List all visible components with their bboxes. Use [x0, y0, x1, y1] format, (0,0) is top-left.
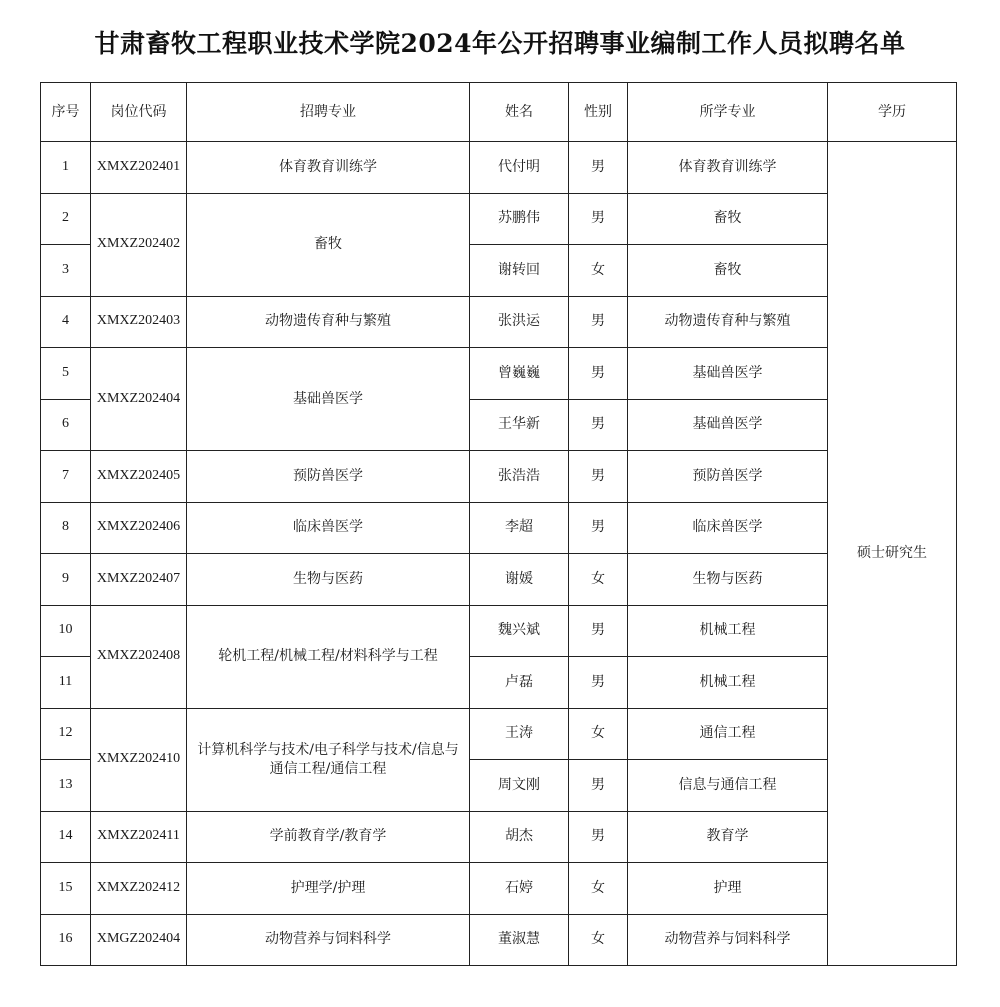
table-row [41, 708, 957, 760]
person-name: 周文刚 [470, 760, 569, 812]
position-code: XMXZ202405 [91, 451, 187, 503]
studied-major: 预防兽医学 [628, 451, 828, 503]
person-gender: 男 [569, 657, 628, 709]
position-code: XMXZ202404 [91, 348, 187, 451]
recruit-major: 轮机工程/机械工程/材料科学与工程 [187, 605, 470, 708]
recruit-major: 临床兽医学 [187, 502, 470, 554]
person-name: 张洪运 [470, 296, 569, 348]
recruit-major: 动物营养与饲料科学 [187, 914, 470, 966]
row-seq: 11 [41, 657, 91, 709]
table-row [41, 502, 957, 554]
row-seq: 7 [41, 451, 91, 503]
position-code: XMXZ202401 [91, 142, 187, 194]
header-gender: 性别 [569, 83, 628, 142]
person-name: 胡杰 [470, 811, 569, 863]
position-code: XMXZ202408 [91, 605, 187, 708]
studied-major: 信息与通信工程 [628, 760, 828, 812]
person-gender: 男 [569, 193, 628, 245]
person-name: 谢转回 [470, 245, 569, 297]
studied-major: 机械工程 [628, 605, 828, 657]
studied-major: 畜牧 [628, 245, 828, 297]
position-code: XMXZ202402 [91, 193, 187, 296]
position-code: XMXZ202410 [91, 708, 187, 811]
table-row [41, 554, 957, 606]
position-code: XMXZ202411 [91, 811, 187, 863]
studied-major: 教育学 [628, 811, 828, 863]
roster-body [41, 142, 957, 966]
row-seq: 13 [41, 760, 91, 812]
position-code: XMXZ202412 [91, 863, 187, 915]
studied-major: 机械工程 [628, 657, 828, 709]
page-title: 甘肃畜牧工程职业技术学院2024年公开招聘事业编制工作人员拟聘名单 [94, 29, 906, 58]
header-position-code: 岗位代码 [91, 83, 187, 142]
studied-major: 通信工程 [628, 708, 828, 760]
person-gender: 男 [569, 451, 628, 503]
position-code: XMXZ202403 [91, 296, 187, 348]
recruit-major: 护理学/护理 [187, 863, 470, 915]
person-gender: 女 [569, 245, 628, 297]
person-gender: 女 [569, 863, 628, 915]
person-gender: 女 [569, 914, 628, 966]
table-row [41, 863, 957, 915]
hiring-roster-table [40, 82, 957, 966]
row-seq: 3 [41, 245, 91, 297]
studied-major: 动物遗传育种与繁殖 [628, 296, 828, 348]
table-row [41, 193, 957, 245]
recruit-major: 体育教育训练学 [187, 142, 470, 194]
person-name: 石婷 [470, 863, 569, 915]
person-gender: 男 [569, 142, 628, 194]
table-row [41, 142, 957, 194]
table-row [41, 605, 957, 657]
row-seq: 5 [41, 348, 91, 400]
studied-major: 基础兽医学 [628, 399, 828, 451]
row-seq: 4 [41, 296, 91, 348]
row-seq: 9 [41, 554, 91, 606]
person-gender: 男 [569, 399, 628, 451]
position-code: XMXZ202407 [91, 554, 187, 606]
header-seq: 序号 [41, 83, 91, 142]
person-name: 王涛 [470, 708, 569, 760]
recruit-major: 动物遗传育种与繁殖 [187, 296, 470, 348]
person-gender: 男 [569, 502, 628, 554]
row-seq: 6 [41, 399, 91, 451]
person-name: 张浩浩 [470, 451, 569, 503]
person-gender: 男 [569, 811, 628, 863]
header-studied-major: 所学专业 [628, 83, 828, 142]
recruit-major: 计算机科学与技术/电子科学与技术/信息与通信工程/通信工程 [187, 708, 470, 811]
studied-major: 生物与医药 [628, 554, 828, 606]
person-name: 董淑慧 [470, 914, 569, 966]
recruit-major: 基础兽医学 [187, 348, 470, 451]
person-name: 苏鹏伟 [470, 193, 569, 245]
studied-major: 护理 [628, 863, 828, 915]
header-name: 姓名 [470, 83, 569, 142]
person-name: 魏兴斌 [470, 605, 569, 657]
table-row [41, 451, 957, 503]
person-name: 代付明 [470, 142, 569, 194]
studied-major: 体育教育训练学 [628, 142, 828, 194]
row-seq: 14 [41, 811, 91, 863]
position-code: XMGZ202404 [91, 914, 187, 966]
table-row [41, 348, 957, 400]
table-row [41, 296, 957, 348]
person-name: 卢磊 [470, 657, 569, 709]
header-recruit-major: 招聘专业 [187, 83, 470, 142]
studied-major: 动物营养与饲料科学 [628, 914, 828, 966]
person-gender: 男 [569, 605, 628, 657]
recruit-major: 生物与医药 [187, 554, 470, 606]
person-gender: 女 [569, 708, 628, 760]
row-seq: 8 [41, 502, 91, 554]
row-seq: 12 [41, 708, 91, 760]
row-seq: 16 [41, 914, 91, 966]
person-name: 谢媛 [470, 554, 569, 606]
person-gender: 男 [569, 760, 628, 812]
header-row [41, 83, 957, 142]
degree-cell: 硕士研究生 [828, 142, 957, 966]
person-name: 李超 [470, 502, 569, 554]
studied-major: 临床兽医学 [628, 502, 828, 554]
row-seq: 1 [41, 142, 91, 194]
studied-major: 基础兽医学 [628, 348, 828, 400]
row-seq: 10 [41, 605, 91, 657]
person-gender: 女 [569, 554, 628, 606]
person-name: 王华新 [470, 399, 569, 451]
row-seq: 2 [41, 193, 91, 245]
recruit-major: 预防兽医学 [187, 451, 470, 503]
table-row [41, 811, 957, 863]
recruit-major: 畜牧 [187, 193, 470, 296]
recruit-major: 学前教育学/教育学 [187, 811, 470, 863]
person-gender: 男 [569, 296, 628, 348]
position-code: XMXZ202406 [91, 502, 187, 554]
row-seq: 15 [41, 863, 91, 915]
table-row [41, 914, 957, 966]
person-gender: 男 [569, 348, 628, 400]
header-degree: 学历 [828, 83, 957, 142]
person-name: 曾巍巍 [470, 348, 569, 400]
studied-major: 畜牧 [628, 193, 828, 245]
